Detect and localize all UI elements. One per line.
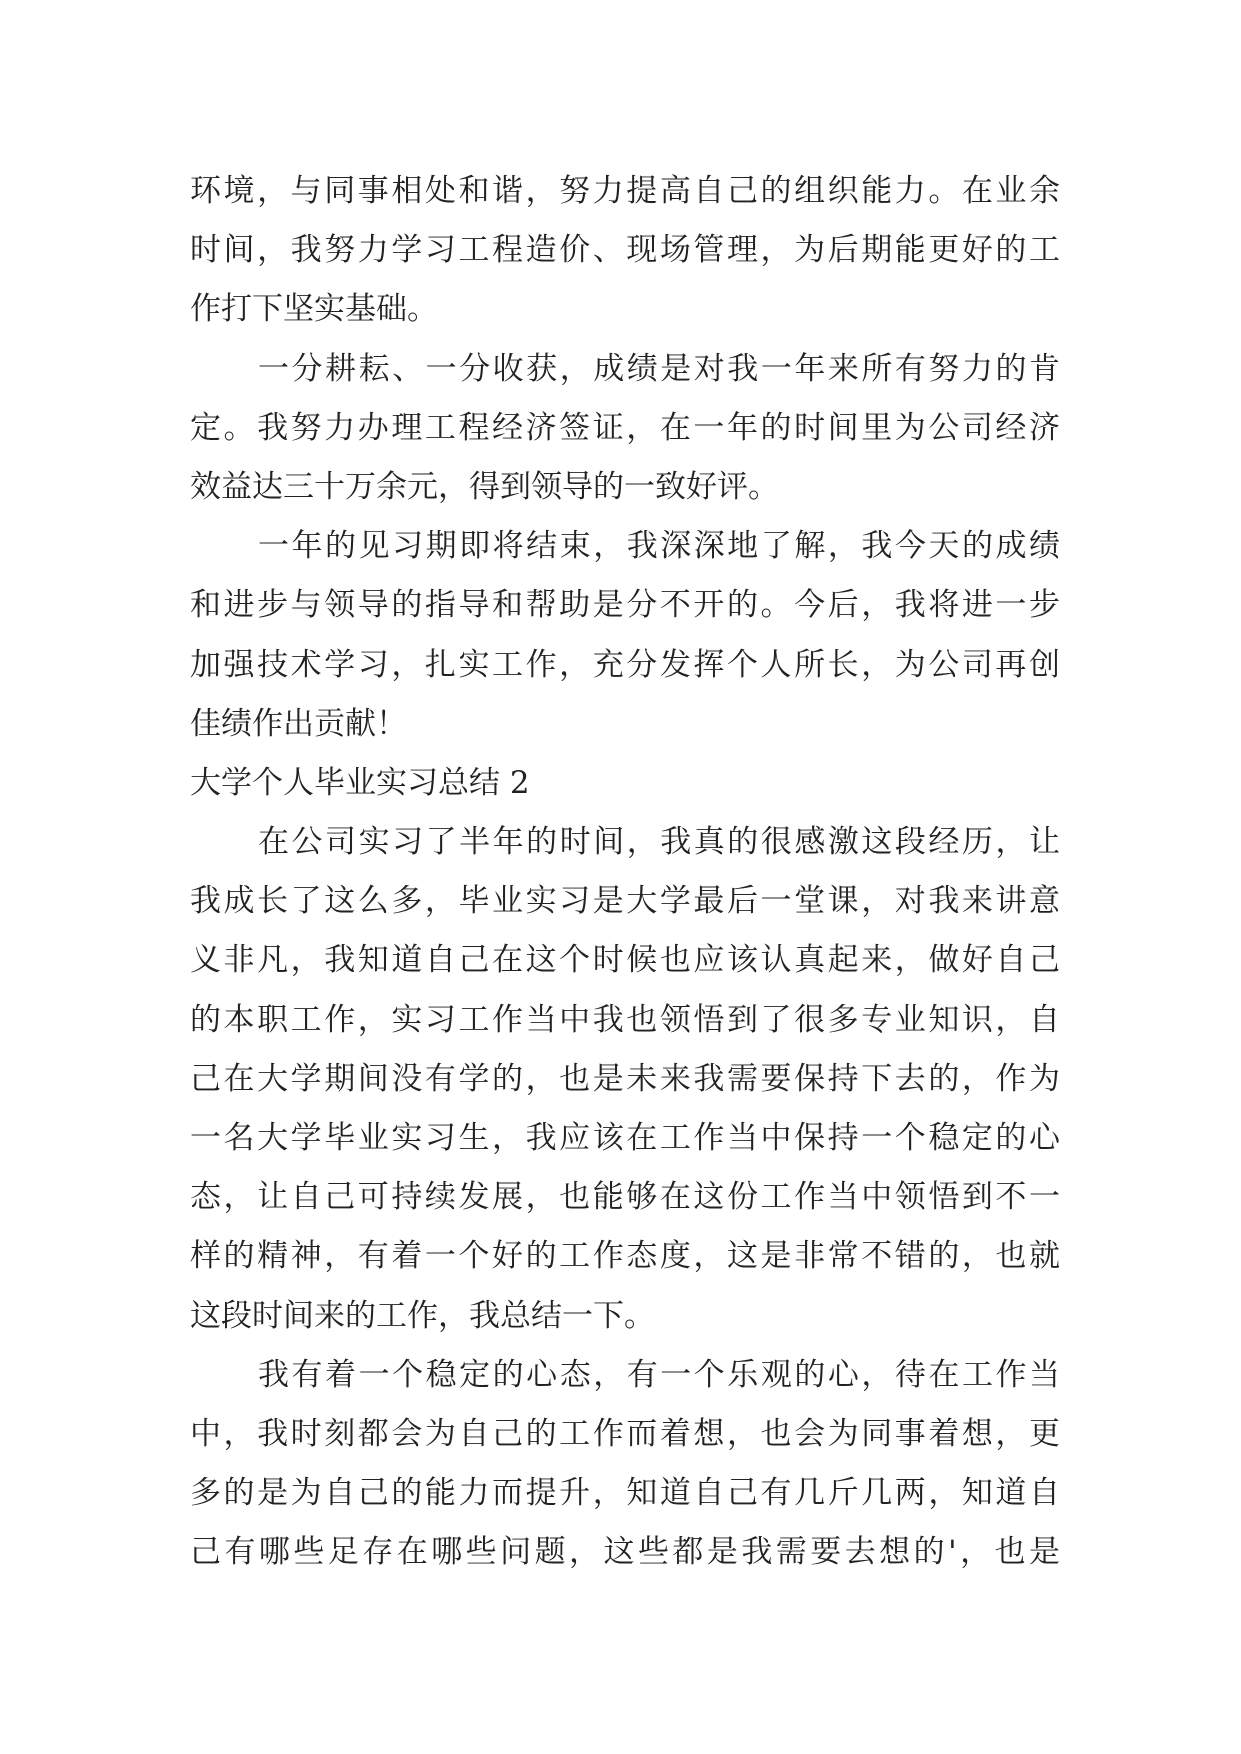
- text-line: 环境，与同事相处和谐，努力提高自己的组织能力。在业余: [190, 173, 1060, 209]
- text-line: 样的精神，有着一个好的工作态度，这是非常不错的，也就: [190, 1238, 1060, 1275]
- text-line: 定。我努力办理工程经济签证，在一年的时间里为公司经济: [190, 409, 1060, 446]
- text-line: 态，让自己可持续发展，也能够在这份工作当中领悟到不一: [190, 1179, 1060, 1216]
- text-line: 我成长了这么多，毕业实习是大学最后一堂课，对我来讲意: [190, 883, 1060, 920]
- text-line: 的本职工作，实习工作当中我也领悟到了很多专业知识，自: [190, 1001, 1060, 1038]
- paragraph-first-line: 一分耕耘、一分收获，成绩是对我一年来所有努力的肯: [258, 350, 1060, 387]
- text-line: 加强技术学习，扎实工作，充分发挥个人所长，为公司再创: [190, 646, 1060, 683]
- text-line: 佳绩作出贡献！: [190, 705, 407, 742]
- text-line: 多的是为自己的能力而提升，知道自己有几斤几两，知道自: [190, 1475, 1060, 1512]
- text-line: 作打下坚实基础。: [190, 291, 438, 328]
- section-heading: 大学个人毕业实习总结 2: [190, 764, 530, 801]
- text-line: 这段时间来的工作，我总结一下。: [190, 1297, 655, 1334]
- paragraph-first-line: 我有着一个稳定的心态，有一个乐观的心，待在工作当: [258, 1356, 1060, 1393]
- paragraph-first-line: 在公司实习了半年的时间，我真的很感激这段经历，让: [258, 824, 1060, 861]
- paragraph-first-line: 一年的见习期即将结束，我深深地了解，我今天的成绩: [258, 528, 1060, 565]
- text-line: 己在大学期间没有学的，也是未来我需要保持下去的，作为: [190, 1060, 1060, 1097]
- text-line: 时间，我努力学习工程造价、现场管理，为后期能更好的工: [190, 232, 1060, 269]
- text-line: 中，我时刻都会为自己的工作而着想，也会为同事着想，更: [190, 1415, 1060, 1452]
- document-body: [190, 162, 1060, 1583]
- text-line: 义非凡，我知道自己在这个时候也应该认真起来，做好自己: [190, 942, 1060, 979]
- text-line: 效益达三十万余元，得到领导的一致好评。: [190, 468, 779, 505]
- text-line: 己有哪些足存在哪些问题，这些都是我需要去想的'，也是: [190, 1534, 1060, 1571]
- text-line: 一名大学毕业实习生，我应该在工作当中保持一个稳定的心: [190, 1120, 1060, 1156]
- text-line: 和进步与领导的指导和帮助是分不开的。今后，我将进一步: [190, 587, 1060, 624]
